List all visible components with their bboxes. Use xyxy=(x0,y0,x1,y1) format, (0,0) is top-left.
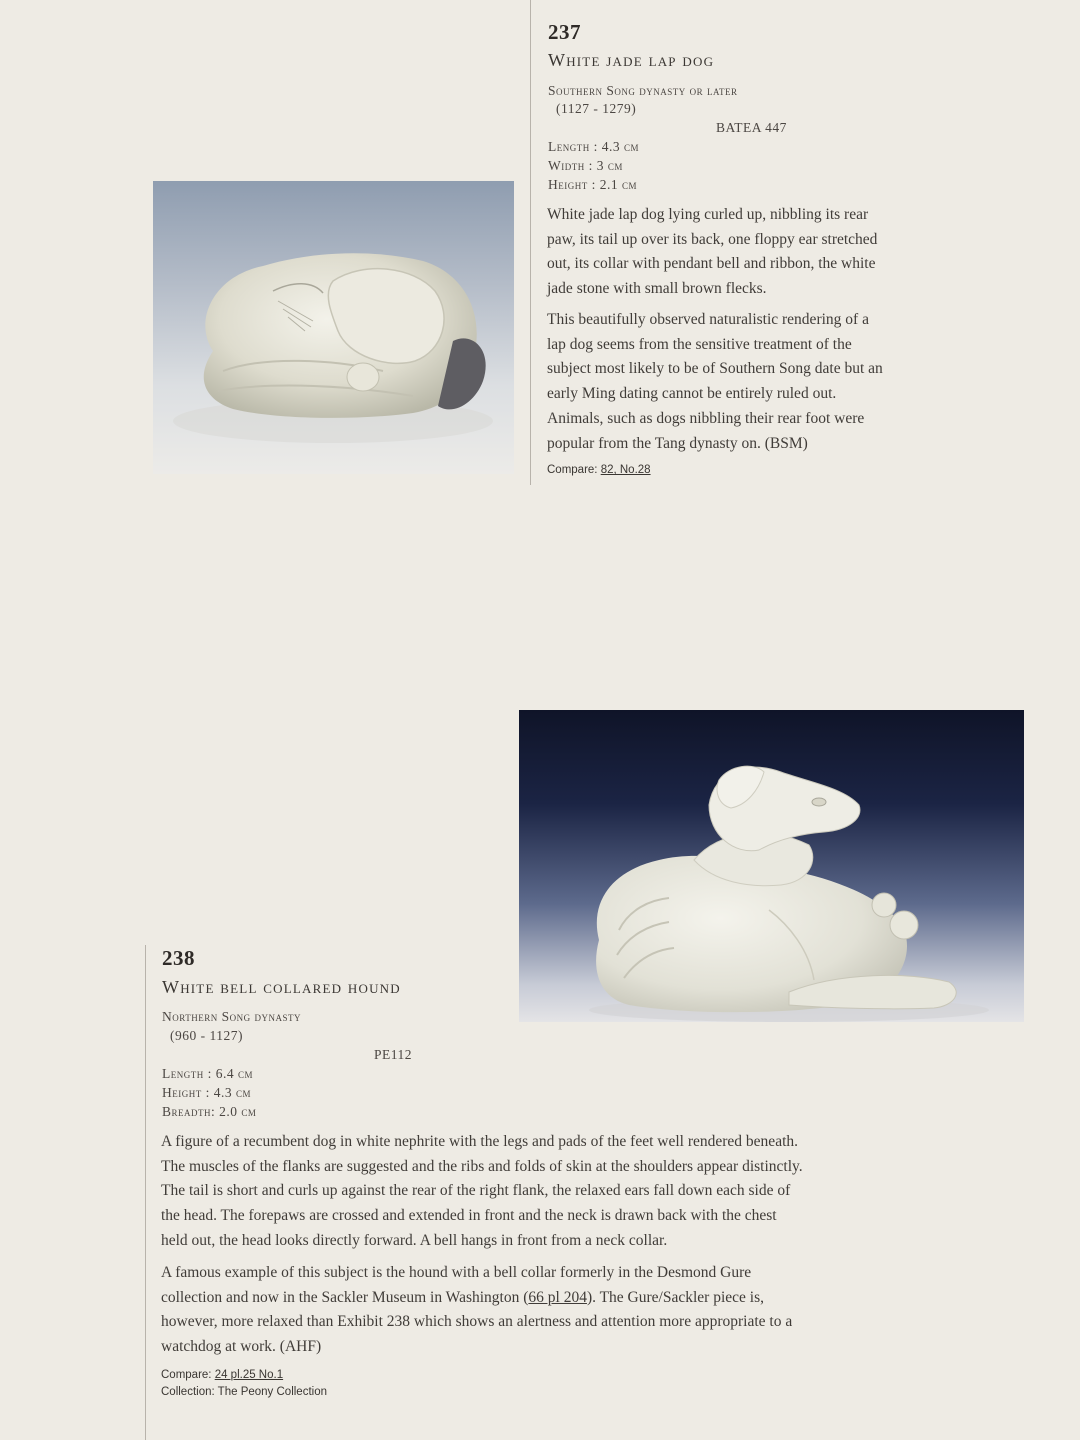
compare-label: Compare: xyxy=(161,1369,215,1381)
reference-link[interactable]: 66 pl 204 xyxy=(528,1288,587,1306)
entry-237-commentary xyxy=(547,308,947,456)
text-line: A figure of a recumbent dog in white nephrite with the legs and pads of the feet well rendered beneath. xyxy=(161,1133,798,1150)
text-line: however, more relaxed than Exhibit 238 which shows an alertness and attention more appropriate to a xyxy=(161,1313,793,1331)
text-line: A famous example of this subject is the hound with a bell collar formerly in the Desmond Gure xyxy=(161,1264,752,1281)
entry-238-height: Height : 4.3 cm xyxy=(162,1085,251,1100)
text-line: lap dog seems from the sensitive treatment of the xyxy=(547,335,852,353)
entry-238-ref: PE112 xyxy=(374,1047,413,1062)
text-line: subject most likely to be of Southern Song date but an xyxy=(547,360,883,378)
text-line: the head. The forepaws are crossed and extended in front and the neck is drawn back with the chest xyxy=(161,1207,777,1225)
hound-photo xyxy=(519,710,1024,1022)
compare-reference-link[interactable]: 24 pl.25 No.1 xyxy=(214,1369,284,1381)
compare-label: Compare: xyxy=(547,464,601,476)
entry-238-title: White bell collared hound xyxy=(162,977,401,997)
column-divider xyxy=(530,0,531,485)
text-line: popular from the Tang dynasty on. (BSM) xyxy=(547,434,808,452)
entry-237-dynasty: Southern Song dynasty or later xyxy=(548,83,738,98)
lap-dog-photo xyxy=(153,181,514,474)
entry-238-length: Length : 6.4 cm xyxy=(162,1066,253,1081)
entry-238-compare xyxy=(161,1369,283,1381)
text-line: jade stone with small brown flecks. xyxy=(547,280,767,298)
compare-reference-link[interactable]: 82, No.28 xyxy=(600,464,651,476)
text-line: paw, its tail up over its back, one floppy ear stretched xyxy=(547,230,878,248)
entry-238-collection: Collection: The Peony Collection xyxy=(161,1386,327,1398)
text-line: This beautifully observed naturalistic rendering of a xyxy=(547,311,869,328)
text-line: White jade lap dog lying curled up, nibbling its rear xyxy=(547,206,869,223)
entry-238-breadth: Breadth: 2.0 cm xyxy=(162,1104,257,1119)
text-line: out, its collar with pendant bell and ribbon, the white xyxy=(547,255,876,273)
text-line: watchdog at work. (AHF) xyxy=(161,1338,322,1356)
entry-237-ref: BATEA 447 xyxy=(716,120,787,135)
text-line: The muscles of the flanks are suggested and the ribs and folds of skin at the shoulders appear distinctly. xyxy=(161,1157,803,1175)
entry-238-dynasty: Northern Song dynasty xyxy=(162,1009,301,1024)
text-line: early Ming dating cannot be entirely ruled out. xyxy=(547,385,837,403)
text-segment: ). The Gure/Sackler piece is, xyxy=(586,1288,764,1306)
entry-238-number: 238 xyxy=(162,946,195,970)
entry-237-number: 237 xyxy=(548,20,581,44)
text-line: held out, the head looks directly forward. A bell hangs in front from a neck collar. xyxy=(161,1231,668,1249)
entry-237-compare xyxy=(547,464,651,476)
entry-237-title: White jade lap dog xyxy=(548,50,715,70)
entry-238-rule xyxy=(145,945,146,1440)
text-line xyxy=(161,1286,921,1311)
entry-237-height: Height : 2.1 cm xyxy=(548,177,637,192)
text-line: Animals, such as dogs nibbling their rear foot were xyxy=(547,409,865,427)
entry-237-length: Length : 4.3 cm xyxy=(548,139,639,154)
text-segment: collection and now in the Sackler Museum in Washington ( xyxy=(161,1288,529,1306)
entry-237-width: Width : 3 cm xyxy=(548,158,623,173)
entry-238-dates: (960 - 1127) xyxy=(170,1028,243,1043)
entry-238-description xyxy=(161,1130,921,1254)
entry-237-dates: (1127 - 1279) xyxy=(556,101,637,116)
entry-237-description xyxy=(547,203,947,302)
entry-238-commentary xyxy=(161,1261,921,1360)
text-line: The tail is short and curls up against the rear of the right flank, the relaxed ears fall down each side of xyxy=(161,1182,791,1200)
